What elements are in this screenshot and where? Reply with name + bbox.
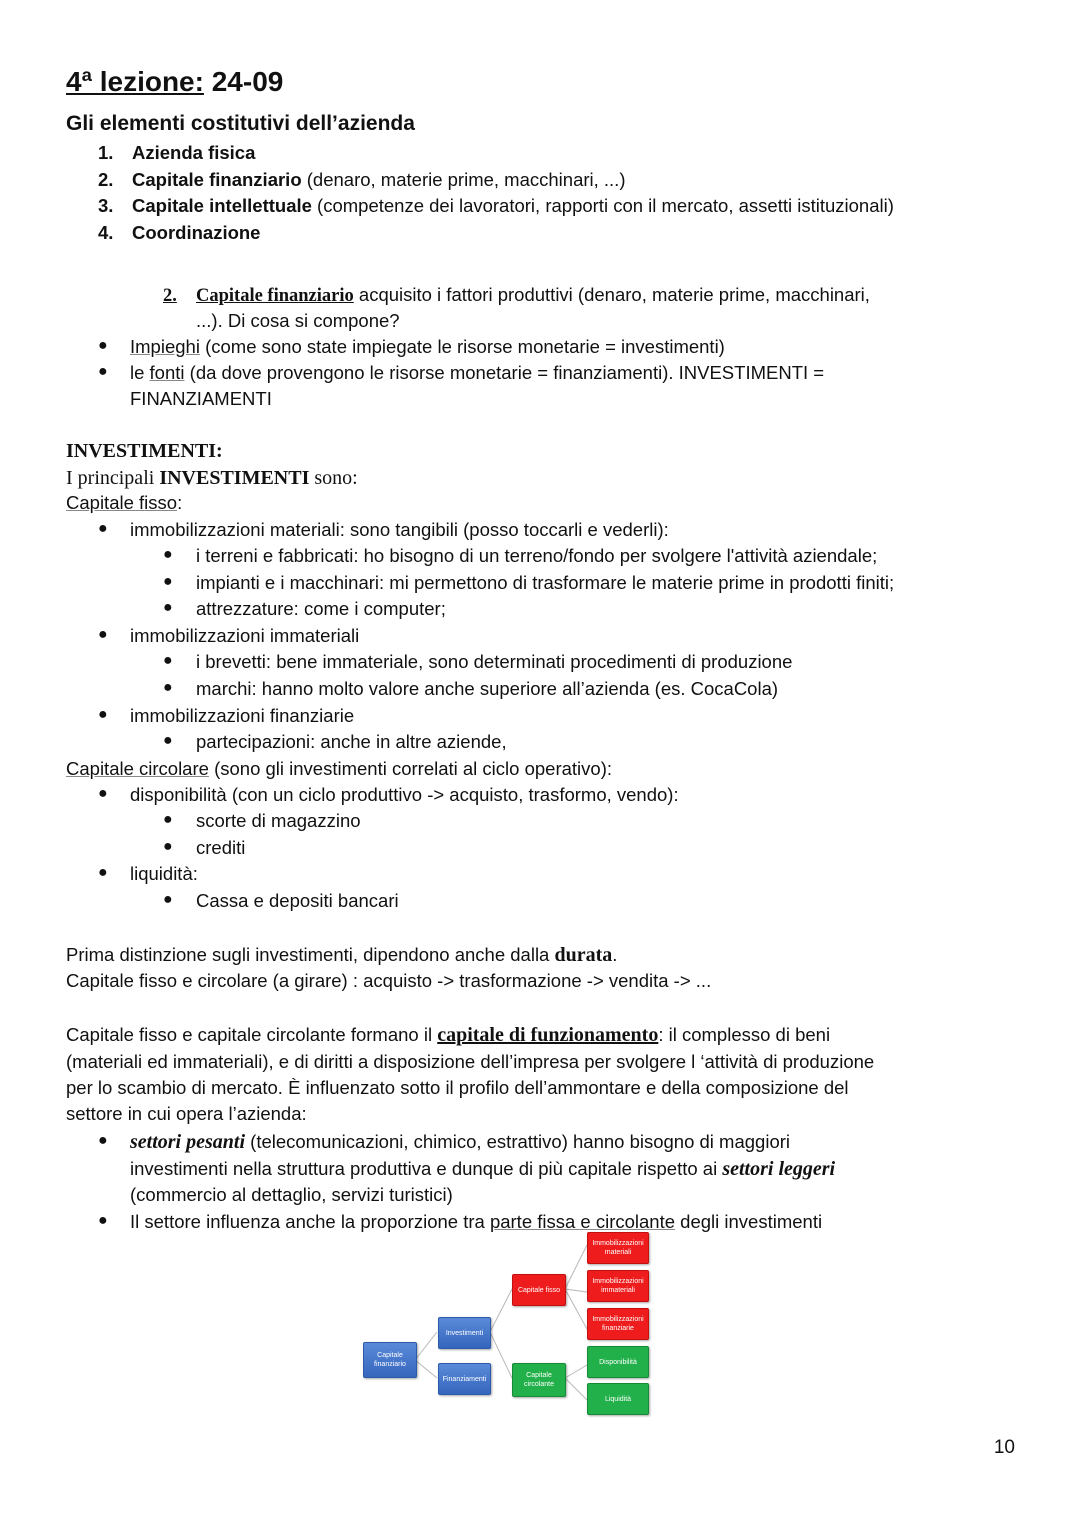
bullet-icon: ● [98,626,108,643]
diagram-node-finanziamenti: Finanziamenti [438,1363,491,1395]
underlined-term: fonti [149,362,185,383]
list-item-title: Coordinazione [132,222,261,243]
investimenti-heading: INVESTIMENTI: [66,440,223,462]
bullet-icon: ● [98,1132,108,1149]
bullet-prefix: le [130,362,150,383]
heading-rest: acquisito i fattori produttivi (denaro, materie prime, macchinari, [353,284,870,305]
bullet-icon: ● [98,337,108,354]
bullet-item [130,360,824,386]
sub-bullet-item: impianti e i macchinari: mi permettono di trasformare le materie prime in prodotti finiti; [196,572,895,593]
bullet-text: (come sono state impiegate le risorse monetarie = investimenti) [199,336,725,357]
diagram-node-immobilizzazioni-immateriali: Immobilizzazioni immateriali [587,1270,649,1302]
diagram-node-capitale-fisso: Capitale fisso [512,1274,566,1306]
sub-bullet-item: partecipazioni: anche in altre aziende, [196,731,507,752]
list-item [98,220,260,246]
bullet-icon: ● [98,706,108,723]
bold-term: capitale di funzionamento [437,1024,659,1046]
sub-bullet-item: i brevetti: bene immateriale, sono determinati procedimenti di produzione [196,651,793,672]
bullet-item: immobilizzazioni materiali: sono tangibili (posso toccarli e vederli): [130,519,669,540]
list-item-text: (competenze dei lavoratori, rapporti con il mercato, assetti istituzionali) [311,195,894,216]
paragraph-line [66,942,617,968]
bullet-icon: ● [163,811,173,828]
sub-bullet-item: marchi: hanno molto valore anche superiore all’azienda (es. CocaCola) [196,678,779,699]
list-item-text: (denaro, materie prime, macchinari, ...) [301,169,626,190]
bullet-item [130,334,725,360]
bullet-item [130,1129,790,1155]
bullet-icon: ● [163,838,173,855]
list-item-title: Azienda fisica [132,142,256,163]
diagram-node-immobilizzazioni-materiali: Immobilizzazioni materiali [587,1232,649,1264]
list-number: 1. [98,142,114,163]
bullet-icon: ● [163,652,173,669]
bullet-continuation: (commercio al dettaglio, servizi turistici) [130,1184,453,1205]
bullet-continuation [130,1156,835,1182]
text: : il complesso di beni [658,1024,831,1045]
heading-number: 2. [163,286,177,306]
bullet-icon: ● [98,1212,108,1229]
diagram-node-disponibilita: Disponibilità [587,1346,649,1378]
list-item-title: Capitale finanziario [132,169,302,190]
intro-bold: INVESTIMENTI [159,467,310,489]
sub-bullet-item: Cassa e depositi bancari [196,890,399,911]
sub-bullet-item: scorte di magazzino [196,810,361,831]
list-item-title: Capitale intellettuale [132,195,312,216]
capitale-circolare-label [66,756,612,782]
bullet-icon: ● [163,599,173,616]
paragraph-line: ...). Di cosa si compone? [196,310,400,331]
text: Il settore influenza anche la proporzione tra [130,1211,490,1232]
page-number: 10 [993,1437,1015,1458]
bullet-item: immobilizzazioni finanziarie [130,705,355,726]
bullet-continuation: FINANZIAMENTI [130,388,272,409]
diagram-node-capitale-finanziario: Capitale finanziario [363,1342,417,1378]
capitale-fisso-label [66,490,182,516]
bold-term: durata [554,944,613,966]
bullet-icon: ● [163,546,173,563]
capitale-finanziario-heading [163,282,870,309]
list-number: 4. [98,222,114,243]
page-title [66,66,283,98]
investimenti-intro [66,465,358,491]
bullet-item: immobilizzazioni immateriali [130,625,360,646]
intro-text: sono: [309,467,358,489]
text: Prima distinzione sugli investimenti, dipendono anche dalla [66,944,555,965]
label-suffix: : [177,492,183,513]
bullet-icon: ● [98,363,108,380]
bold-italic-term: settori pesanti [130,1131,246,1153]
bullet-icon: ● [163,732,173,749]
paragraph-line: Capitale fisso e circolare (a girare) : acquisto -> trasformazione -> vendita -> ... [66,970,712,991]
bullet-icon: ● [163,573,173,590]
paragraph-line: (materiali ed immateriali), e di diritti a disposizione dell’impresa per svolgere l ‘attività di produzione [66,1051,875,1072]
list-number: 2. [98,169,114,190]
paragraph-line: per lo scambio di mercato. È influenzato sotto il profilo dell’ammontare e della composizione del [66,1077,849,1098]
underlined-term: Capitale fisso [66,492,178,513]
text: . [612,944,618,965]
text: Capitale fisso e capitale circolante formano il [66,1024,438,1045]
list-item [98,167,625,193]
diagram-node-capitale-circolante: Capitale circolante [512,1363,566,1397]
underlined-term: parte fissa e circolante [489,1211,676,1232]
bold-italic-term: settori leggeri [722,1158,836,1180]
bullet-text: (da dove provengono le risorse monetarie = finanziamenti). INVESTIMENTI = [184,362,825,383]
list-item [98,140,255,166]
lesson-date: 24-09 [203,66,284,97]
diagram-node-immobilizzazioni-finanziarie: Immobilizzazioni finanziarie [587,1308,649,1340]
list-item [98,193,894,219]
sub-bullet-item: crediti [196,837,246,858]
list-number: 3. [98,195,114,216]
paragraph-line [66,1022,830,1048]
heading-text: Capitale finanziario [196,286,354,306]
text: (telecomunicazioni, chimico, estrattivo) hanno bisogno di maggiori [245,1131,791,1152]
lesson-number: 4ª lezione: [66,66,204,97]
bullet-item: liquidità: [130,863,198,884]
sub-bullet-item: i terreni e fabbricati: ho bisogno di un terreno/fondo per svolgere l'attività aziendale; [196,545,878,566]
bullet-icon: ● [98,864,108,881]
bullet-icon: ● [98,520,108,537]
text: investimenti nella struttura produttiva e dunque di più capitale rispetto ai [130,1158,723,1179]
diagram-node-liquidita: Liquidità [587,1383,649,1415]
section-subtitle: Gli elementi costitutivi dell’azienda [66,112,415,135]
bullet-icon: ● [163,679,173,696]
paragraph-line: settore in cui opera l’azienda: [66,1103,307,1124]
bullet-icon: ● [98,785,108,802]
underlined-term: Impieghi [130,336,200,357]
text: degli investimenti [675,1211,823,1232]
capitale-finanziario-diagram [355,1232,665,1422]
intro-text: I principali [66,467,160,489]
sub-bullet-item: attrezzature: come i computer; [196,598,446,619]
label-suffix: (sono gli investimenti correlati al ciclo operativo): [208,758,612,779]
underlined-term: Capitale circolare [66,758,209,779]
diagram-node-investimenti: Investimenti [438,1317,491,1349]
bullet-icon: ● [163,891,173,908]
bullet-item: disponibilità (con un ciclo produttivo -> acquisto, trasformo, vendo): [130,784,679,805]
